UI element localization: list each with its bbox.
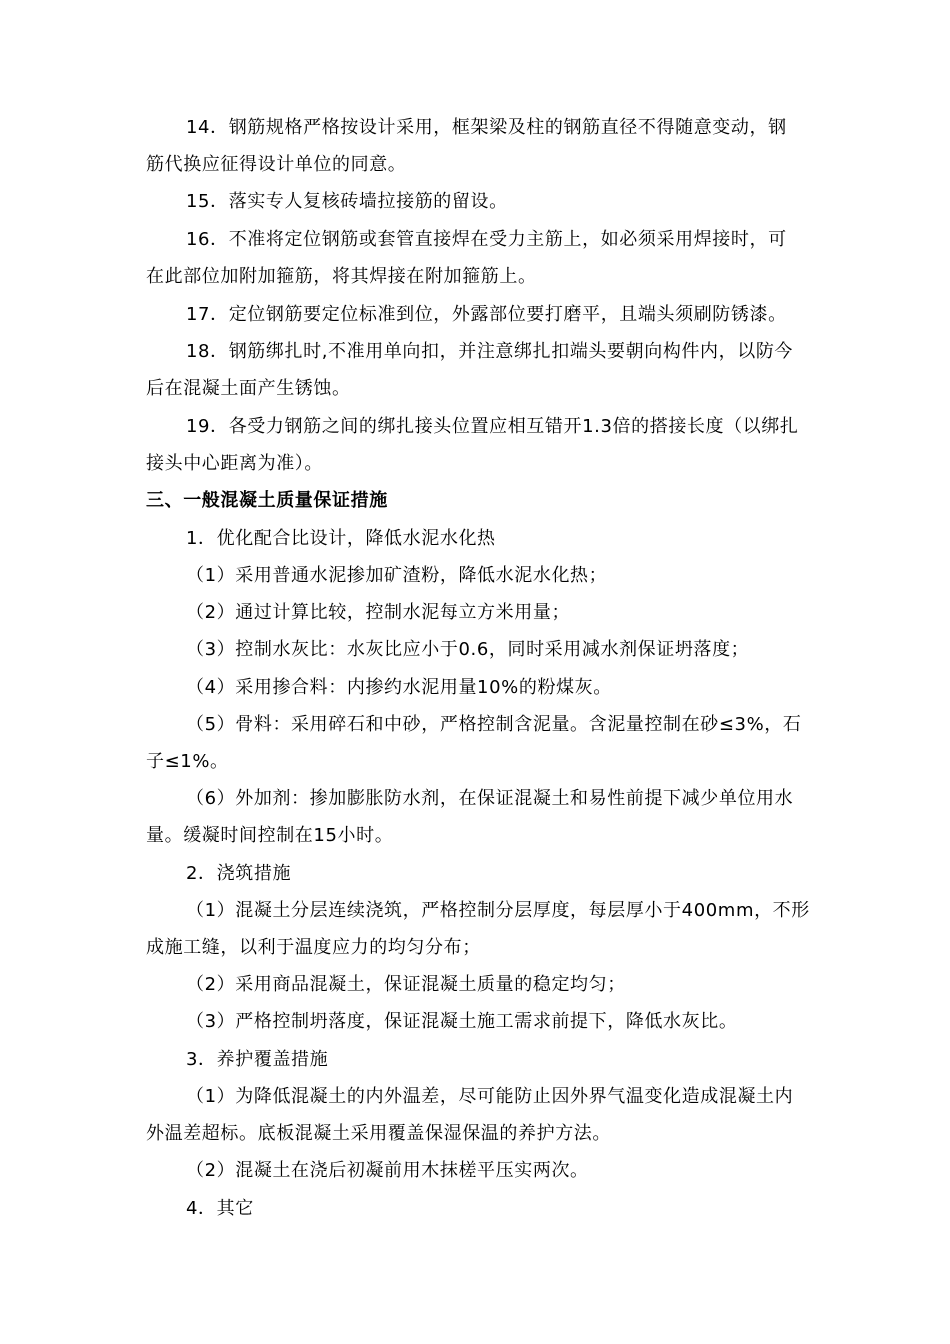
sub-item-1-1: （1）采用普通水泥掺加矿渣粉，降低水泥水化热； (186, 565, 608, 586)
item-18-line-2: 后在混凝土面产生锈蚀。 (146, 378, 351, 399)
sub-item-1-6-line-2: 量。缓凝时间控制在15小时。 (146, 825, 394, 846)
sub-item-1-2: （2）通过计算比较，控制水泥每立方米用量； (186, 602, 571, 623)
subsection-1-title: 1．优化配合比设计，降低水泥水化热 (186, 528, 496, 549)
item-15: 15．落实专人复核砖墙拉接筋的留设。 (186, 191, 508, 212)
sub-item-1-5-line-1: （5）骨料：采用碎石和中砂，严格控制含泥量。含泥量控制在砂≤3%，石 (186, 714, 802, 735)
sub-item-2-1-line-1: （1）混凝土分层连续浇筑，严格控制分层厚度，每层厚小于400mm，不形 (186, 900, 810, 921)
sub-item-2-1-line-2: 成施工缝，以利于温度应力的均匀分布； (146, 937, 481, 958)
item-18-line-1: 18．钢筋绑扎时,不准用单向扣，并注意绑扎扣端头要朝向构件内，以防今 (186, 341, 794, 362)
item-14-line-1: 14．钢筋规格严格按设计采用，框架梁及柱的钢筋直径不得随意变动，钢 (186, 117, 787, 138)
subsection-3-title: 3．养护覆盖措施 (186, 1049, 329, 1070)
section-heading-3: 三、一般混凝土质量保证措施 (146, 490, 388, 511)
subsection-4-title: 4．其它 (186, 1198, 254, 1219)
sub-item-1-4: （4）采用掺合料：内掺约水泥用量10%的粉煤灰。 (186, 677, 612, 698)
sub-item-1-3: （3）控制水灰比：水灰比应小于0.6，同时采用减水剂保证坍落度； (186, 639, 750, 660)
item-19-line-2: 接头中心距离为准）。 (146, 453, 323, 474)
sub-item-3-1-line-1: （1）为降低混凝土的内外温差，尽可能防止因外界气温变化造成混凝土内 (186, 1086, 794, 1107)
item-17: 17．定位钢筋要定位标准到位，外露部位要打磨平，且端头须刷防锈漆。 (186, 304, 787, 325)
item-16-line-1: 16．不准将定位钢筋或套管直接焊在受力主筋上，如必须采用焊接时，可 (186, 229, 787, 250)
sub-item-3-2: （2）混凝土在浇后初凝前用木抹槎平压实两次。 (186, 1160, 589, 1181)
item-16-line-2: 在此部位加附加箍筋，将其焊接在附加箍筋上。 (146, 266, 537, 287)
subsection-2-title: 2．浇筑措施 (186, 863, 292, 884)
item-19-line-1: 19．各受力钢筋之间的绑扎接头位置应相互错开1.3倍的搭接长度（以绑扎 (186, 416, 799, 437)
sub-item-3-1-line-2: 外温差超标。底板混凝土采用覆盖保湿保温的养护方法。 (146, 1123, 611, 1144)
sub-item-2-3: （3）严格控制坍落度，保证混凝土施工需求前提下，降低水灰比。 (186, 1011, 738, 1032)
sub-item-2-2: （2）采用商品混凝土，保证混凝土质量的稳定均匀； (186, 974, 626, 995)
sub-item-1-6-line-1: （6）外加剂：掺加膨胀防水剂，在保证混凝土和易性前提下减少单位用水 (186, 788, 794, 809)
sub-item-1-5-line-2: 子≤1%。 (146, 751, 229, 772)
item-14-line-2: 筋代换应征得设计单位的同意。 (146, 154, 407, 175)
